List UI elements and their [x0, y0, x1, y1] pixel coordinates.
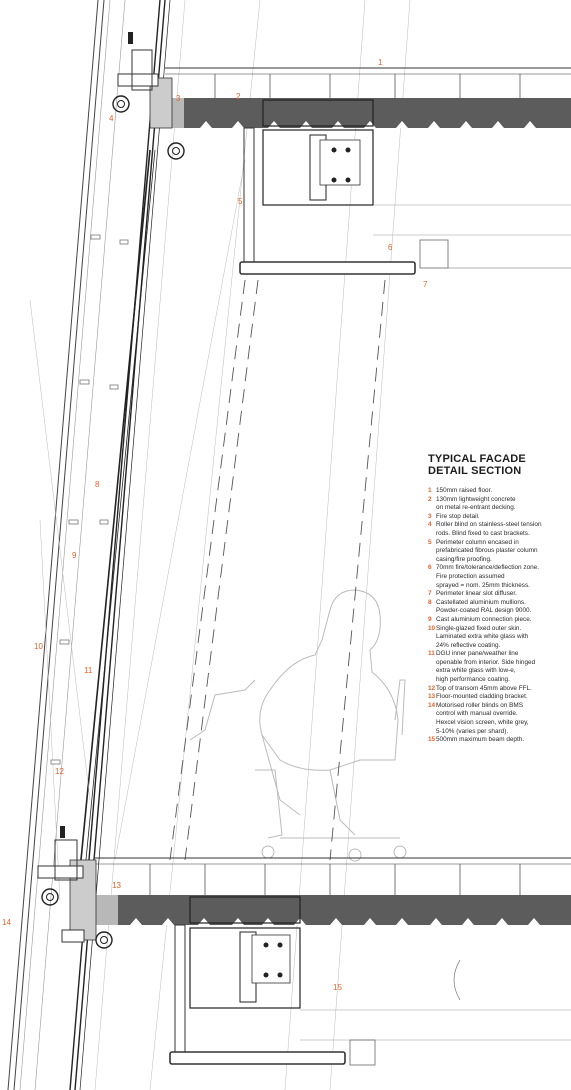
legend-item	[428, 521, 568, 538]
legend-item-text: Castellated aluminium mullions. Powder-coated RAL design 9000.	[436, 598, 532, 615]
legend-item-number: 14	[428, 701, 436, 709]
legend-item-text: Top of transom 45mm above FFL.	[436, 684, 532, 692]
upper-floor-assembly	[118, 32, 571, 274]
callout-1: 1	[378, 58, 383, 67]
legend-item	[428, 539, 568, 565]
legend-item-text: 130mm lightweight concrete on metal re-entrant decking.	[436, 495, 516, 512]
callout-15: 15	[333, 983, 342, 992]
legend-item-number: 13	[428, 693, 436, 701]
legend-item	[428, 487, 568, 496]
outer-facade-skin	[8, 0, 125, 1090]
callout-9: 9	[72, 551, 77, 560]
legend-title-line2: DETAIL SECTION	[428, 465, 522, 477]
legend-item-number: 6	[428, 564, 432, 572]
legend-item-number: 8	[428, 598, 432, 606]
legend-item	[428, 599, 568, 616]
legend-item-number: 1	[428, 487, 432, 494]
callout-10: 10	[34, 642, 43, 651]
callout-12: 12	[55, 767, 64, 776]
callout-3: 3	[176, 94, 181, 103]
legend-item-number: 5	[428, 538, 432, 546]
legend-item-number: 10	[428, 624, 436, 632]
callout-8: 8	[95, 480, 100, 489]
legend-item-text: Perimeter column encased in prefabricated fibrous plaster column casing/fire proofing.	[436, 538, 538, 563]
legend-item	[428, 590, 568, 599]
legend-item-text: Perimeter linear slot diffuser.	[436, 590, 517, 598]
legend-item-number: 12	[428, 684, 436, 692]
legend-item-text: 150mm raised floor.	[436, 487, 493, 494]
legend-item-text: 70mm fire/tolerance/deflection zone. Fire protection assumed sprayed = nom. 25mm thickness.	[436, 564, 540, 589]
legend-item-text: Roller blind on stainless-steel tension rods. Blind fixed to cast brackets.	[436, 521, 542, 537]
callout-14: 14	[2, 918, 11, 927]
legend-item	[428, 496, 568, 513]
legend-item-text: DGU inner pane/weather line openable from interior. Side hinged extra white glass with low-e, high performance coating.	[436, 650, 536, 684]
legend-panel	[428, 453, 568, 745]
legend-item-text: Floor-mounted cladding bracket.	[436, 693, 528, 701]
legend-list	[428, 487, 568, 745]
column-casing-foot	[240, 262, 415, 274]
legend-item	[428, 650, 568, 684]
legend-item	[428, 564, 568, 590]
legend-title	[428, 453, 568, 477]
legend-item-number: 15	[428, 736, 436, 744]
callout-5: 5	[238, 197, 243, 206]
callout-11: 11	[84, 666, 93, 675]
legend-item-text: Single-glazed fixed outer skin. Laminated extra white glass with 24% reflective coating.	[436, 624, 529, 649]
callout-7: 7	[423, 280, 428, 289]
callout-2: 2	[236, 92, 241, 101]
legend-item-text: Cast aluminium connection piece.	[436, 615, 532, 623]
legend-item	[428, 616, 568, 625]
legend-item-text: Fire stop detail.	[436, 512, 480, 520]
legend-item	[428, 685, 568, 694]
legend-item-number: 3	[428, 512, 432, 520]
legend-item-number: 2	[428, 495, 432, 503]
callout-6: 6	[388, 243, 393, 252]
legend-item-text: 500mm maximum beam depth.	[436, 736, 525, 744]
legend-item-number: 11	[428, 650, 435, 658]
legend-item	[428, 625, 568, 651]
legend-title-line1: TYPICAL FACADE	[428, 453, 526, 465]
legend-item-text: Motorised roller blinds on BMS control with manual override. Hexcel vision screen, white grey, 5-10% (varies per shard).	[436, 701, 529, 735]
callout-4: 4	[109, 114, 114, 123]
lower-floor-assembly	[38, 826, 571, 1065]
legend-item-number: 4	[428, 521, 432, 529]
callout-13: 13	[112, 881, 121, 890]
callout-labels	[2, 58, 428, 992]
legend-item-number: 9	[428, 615, 432, 623]
legend-item	[428, 513, 568, 522]
seated-figure	[190, 590, 406, 861]
legend-item	[428, 736, 568, 745]
legend-item	[428, 702, 568, 736]
column-casing-foot-lower	[170, 1052, 345, 1064]
legend-item	[428, 693, 568, 702]
legend-item-number: 7	[428, 590, 432, 598]
